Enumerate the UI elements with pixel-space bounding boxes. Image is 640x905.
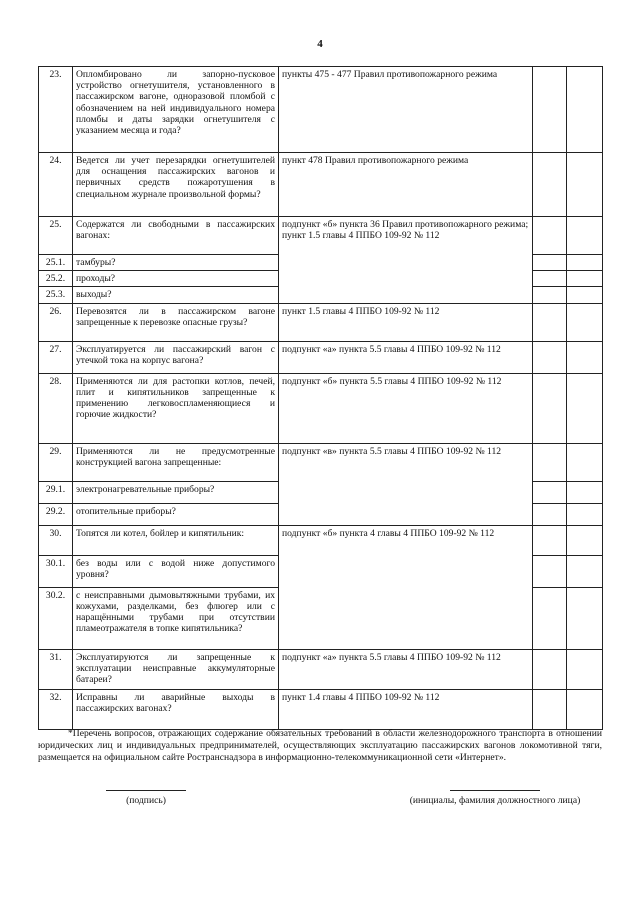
- official-name-block: [390, 790, 600, 806]
- table-row: [39, 649, 603, 689]
- checklist-table: [38, 66, 603, 730]
- table-row: [39, 341, 603, 373]
- signature-caption: (подпись): [126, 795, 166, 806]
- row-number: 25.3.: [39, 287, 73, 303]
- requirement-ref: подпункт «б» пункта 5.5 главы 4 ППБО 109-92 № 112: [279, 373, 533, 443]
- row-number: 31.: [39, 649, 73, 689]
- note-cell[interactable]: [567, 525, 603, 555]
- question-text: Применяются ли не предусмотренные конструкцией вагона запрещенные:: [73, 443, 279, 481]
- requirement-ref: пункт 1.4 главы 4 ППБО 109-92 № 112: [279, 689, 533, 729]
- note-cell[interactable]: [567, 153, 603, 217]
- row-number: 27.: [39, 341, 73, 373]
- answer-cell[interactable]: [533, 443, 567, 481]
- requirement-ref: подпункт «б» пункта 36 Правил противопожарного режима; пункт 1.5 главы 4 ППБО 109-92 № 112: [279, 217, 533, 304]
- question-text: Исправны ли аварийные выходы в пассажирских вагонах?: [73, 689, 279, 729]
- question-text: Перевозятся ли в пассажирском вагоне запрещенные к перевозке опасные грузы?: [73, 303, 279, 341]
- row-number: 25.1.: [39, 255, 73, 271]
- row-number: 29.: [39, 443, 73, 481]
- note-cell[interactable]: [567, 217, 603, 255]
- table-row: [39, 689, 603, 729]
- row-number: 25.2.: [39, 271, 73, 287]
- answer-cell[interactable]: [533, 153, 567, 217]
- note-cell[interactable]: [567, 303, 603, 341]
- note-cell[interactable]: [567, 649, 603, 689]
- question-text: Эксплуатируется ли пассажирский вагон с утечкой тока на корпус вагона?: [73, 341, 279, 373]
- question-text: Опломбировано ли запорно-пусковое устройство огнетушителя, установленного в пассажирском вагоне, одноразовой пломбой с обозначением на ней индивидуального номера пломбы и даты зарядки огнетушителя с указанием месяца и года?: [73, 67, 279, 153]
- table-row: [39, 303, 603, 341]
- row-number: 25.: [39, 217, 73, 255]
- note-cell[interactable]: [567, 443, 603, 481]
- note-cell[interactable]: [567, 255, 603, 271]
- note-cell[interactable]: [567, 689, 603, 729]
- requirement-ref: подпункт «б» пункта 4 главы 4 ППБО 109-92 № 112: [279, 525, 533, 649]
- note-cell[interactable]: [567, 341, 603, 373]
- requirement-ref: пункты 475 - 477 Правил противопожарного режима: [279, 67, 533, 153]
- row-number: 26.: [39, 303, 73, 341]
- answer-cell[interactable]: [533, 525, 567, 555]
- requirement-ref: пункт 478 Правил противопожарного режима: [279, 153, 533, 217]
- answer-cell[interactable]: [533, 481, 567, 503]
- row-number: 29.1.: [39, 481, 73, 503]
- note-cell[interactable]: [567, 67, 603, 153]
- answer-cell[interactable]: [533, 67, 567, 153]
- answer-cell[interactable]: [533, 255, 567, 271]
- page-number: 4: [317, 38, 323, 50]
- row-number: 32.: [39, 689, 73, 729]
- row-number: 30.: [39, 525, 73, 555]
- answer-cell[interactable]: [533, 303, 567, 341]
- note-cell[interactable]: [567, 503, 603, 525]
- answer-cell[interactable]: [533, 287, 567, 303]
- question-text: Топятся ли котел, бойлер и кипятильник:: [73, 525, 279, 555]
- question-text: с неисправными дымовытяжными трубами, их кожухами, разделками, без флюгер или с наращёнными трубами при отсутствии пламеотражателя в топке кипятильника?: [73, 587, 279, 649]
- answer-cell[interactable]: [533, 217, 567, 255]
- answer-cell[interactable]: [533, 587, 567, 649]
- row-number: 30.1.: [39, 555, 73, 587]
- table-row: [39, 153, 603, 217]
- note-cell[interactable]: [567, 373, 603, 443]
- requirement-ref: подпункт «а» пункта 5.5 главы 4 ППБО 109-92 № 112: [279, 341, 533, 373]
- note-cell[interactable]: [567, 271, 603, 287]
- footnote: *Перечень вопросов, отражающих содержание обязательных требований в области железнодорожного транспорта в отношении юридических лиц и индивидуальных предпринимателей, осуществляющих эксплуатацию пассажирских вагонов локомотивной тяги, размещается на официальном сайте Ространснадзора в информационно-телекоммуникационной сети «Интернет».: [38, 728, 602, 763]
- answer-cell[interactable]: [533, 503, 567, 525]
- requirement-ref: подпункт «в» пункта 5.5 главы 4 ППБО 109-92 № 112: [279, 443, 533, 525]
- note-cell[interactable]: [567, 555, 603, 587]
- answer-cell[interactable]: [533, 271, 567, 287]
- answer-cell[interactable]: [533, 555, 567, 587]
- question-text: Ведется ли учет перезарядки огнетушителей для оснащения пассажирских вагонов и первичных средств пожаротушения в специальном журнале произвольной формы?: [73, 153, 279, 217]
- requirement-ref: подпункт «а» пункта 5.5 главы 4 ППБО 109-92 № 112: [279, 649, 533, 689]
- question-text: Эксплуатируются ли запрещенные к эксплуатации неисправные аккумуляторные батареи?: [73, 649, 279, 689]
- row-number: 29.2.: [39, 503, 73, 525]
- row-number: 28.: [39, 373, 73, 443]
- question-text: Применяются ли для растопки котлов, печей, плит и кипятильников запрещенные к применению легковоспламеняющиеся и горючие жидкости?: [73, 373, 279, 443]
- answer-cell[interactable]: [533, 689, 567, 729]
- question-text: без воды или с водой ниже допустимого уровня?: [73, 555, 279, 587]
- question-text: отопительные приборы?: [73, 503, 279, 525]
- question-text: выходы?: [73, 287, 279, 303]
- table-row: [39, 373, 603, 443]
- row-number: 30.2.: [39, 587, 73, 649]
- row-number: 24.: [39, 153, 73, 217]
- signature-block: [106, 790, 186, 806]
- answer-cell[interactable]: [533, 649, 567, 689]
- table-row: [39, 443, 603, 481]
- question-text: проходы?: [73, 271, 279, 287]
- table-row: [39, 525, 603, 555]
- note-cell[interactable]: [567, 587, 603, 649]
- table-row: [39, 67, 603, 153]
- table-row: [39, 217, 603, 255]
- note-cell[interactable]: [567, 287, 603, 303]
- question-text: тамбуры?: [73, 255, 279, 271]
- question-text: электронагревательные приборы?: [73, 481, 279, 503]
- requirement-ref: пункт 1.5 главы 4 ППБО 109-92 № 112: [279, 303, 533, 341]
- note-cell[interactable]: [567, 481, 603, 503]
- answer-cell[interactable]: [533, 341, 567, 373]
- row-number: 23.: [39, 67, 73, 153]
- official-name-caption: (инициалы, фамилия должностного лица): [409, 795, 581, 806]
- answer-cell[interactable]: [533, 373, 567, 443]
- question-text: Содержатся ли свободными в пассажирских вагонах:: [73, 217, 279, 255]
